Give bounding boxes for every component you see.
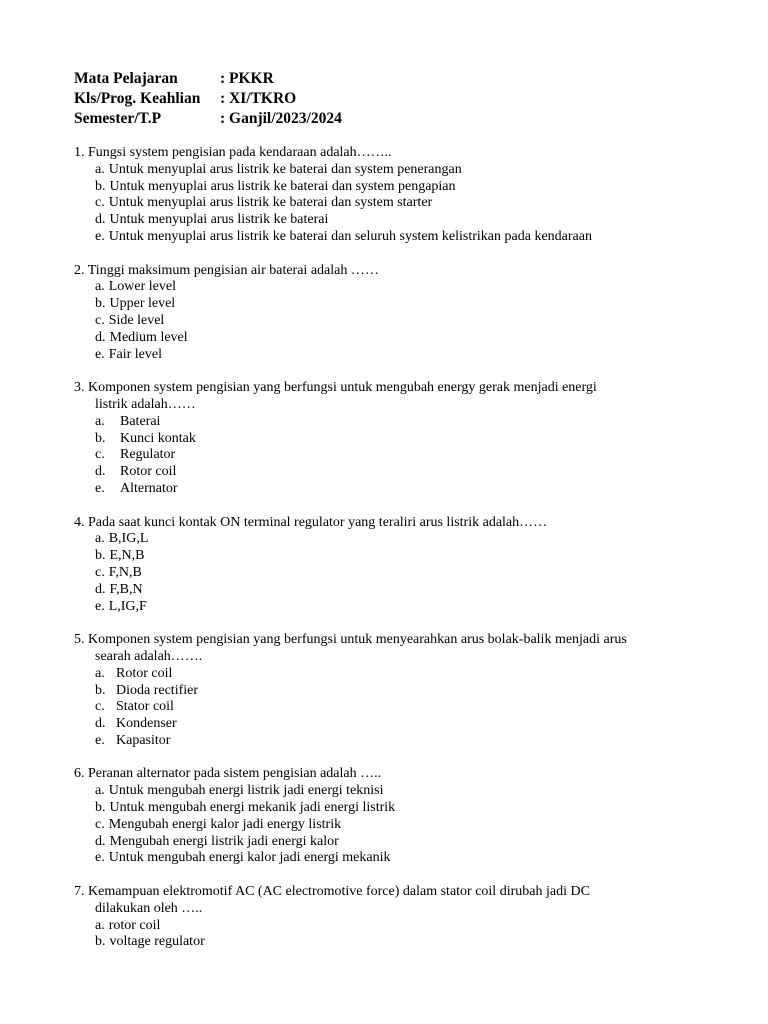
question-2 xyxy=(74,263,734,364)
option-item xyxy=(95,918,734,935)
header-value: : XI/TKRO xyxy=(220,90,297,107)
question-text-continued: searah adalah……. xyxy=(95,648,203,664)
question-number: 1. xyxy=(74,145,85,160)
option-text: Baterai xyxy=(120,413,161,429)
option-item xyxy=(95,347,734,364)
option-text: voltage regulator xyxy=(109,934,205,950)
option-item xyxy=(95,195,734,212)
header-key: Kls/Prog. Keahlian xyxy=(74,90,201,107)
option-letter: d. xyxy=(95,329,106,345)
question-text xyxy=(74,380,734,397)
option-text: B,IG,L xyxy=(108,531,149,547)
option-letter: e. xyxy=(95,732,105,748)
option-text: Fair level xyxy=(108,346,162,362)
question-text xyxy=(74,766,734,783)
option-text: Lower level xyxy=(108,279,176,295)
option-item xyxy=(95,716,734,733)
option-text: Untuk mengubah energi kalor jadi energi mekanik xyxy=(108,850,391,866)
option-letter: d. xyxy=(95,212,106,228)
option-item xyxy=(95,531,734,548)
option-text: Dioda rectifier xyxy=(116,682,199,698)
option-letter: a. xyxy=(95,279,105,295)
option-letter: e. xyxy=(95,346,105,362)
option-item xyxy=(95,699,734,716)
option-text: L,IG,F xyxy=(108,598,147,614)
question-stem: Kemampuan elektromotif AC (AC electromotive force) dalam stator coil dirubah jadi DC xyxy=(88,884,590,900)
option-letter: d. xyxy=(95,716,106,732)
option-list xyxy=(74,666,734,750)
question-list xyxy=(74,145,734,968)
option-list xyxy=(74,783,734,867)
option-item xyxy=(95,666,734,683)
option-text: Untuk mengubah energi listrik jadi energi teknisi xyxy=(108,783,384,799)
option-item xyxy=(95,934,734,951)
option-text: E,N,B xyxy=(109,548,145,564)
question-6 xyxy=(74,766,734,867)
option-letter: c. xyxy=(95,195,105,211)
option-item xyxy=(95,330,734,347)
header-value: : PKKR xyxy=(220,70,274,87)
option-letter: a. xyxy=(95,917,105,933)
option-letter: b. xyxy=(95,296,106,312)
option-text: Rotor coil xyxy=(120,464,177,480)
header-row-subject xyxy=(74,69,342,89)
question-number: 7. xyxy=(74,884,85,900)
option-text: Mengubah energi listrik jadi energi kalor xyxy=(109,833,339,849)
question-number: 2. xyxy=(74,262,85,278)
option-letter: d. xyxy=(95,464,106,480)
question-text xyxy=(74,263,734,280)
option-text: Untuk menyuplai arus listrik ke baterai dan system starter xyxy=(108,195,433,211)
option-letter: e. xyxy=(95,598,105,614)
option-letter: e. xyxy=(95,850,105,866)
header-row-semester xyxy=(74,109,342,129)
option-item xyxy=(95,431,734,448)
option-text: Kondenser xyxy=(116,716,177,732)
option-item xyxy=(95,733,734,750)
option-text: Kapasitor xyxy=(116,732,171,748)
question-4 xyxy=(74,515,734,616)
option-text: Upper level xyxy=(109,296,176,312)
document-header xyxy=(74,69,342,129)
option-item xyxy=(95,548,734,565)
question-stem: Pada saat kunci kontak ON terminal regulator yang teraliri arus listrik adalah…… xyxy=(88,514,548,530)
option-letter: c. xyxy=(95,312,105,328)
question-number: 5. xyxy=(74,632,85,648)
option-letter: c. xyxy=(95,447,105,463)
option-item xyxy=(95,212,734,229)
option-text: Kunci kontak xyxy=(120,430,196,446)
option-text: Untuk menyuplai arus listrik ke baterai dan seluruh system kelistrikan pada kendaraan xyxy=(108,228,592,244)
option-letter: c. xyxy=(95,699,105,715)
option-item xyxy=(95,800,734,817)
option-letter: d. xyxy=(95,581,106,597)
option-item xyxy=(95,834,734,851)
option-text: Regulator xyxy=(120,447,176,463)
option-letter: b. xyxy=(95,430,106,446)
option-list xyxy=(74,162,734,246)
option-item xyxy=(95,599,734,616)
question-stem: Komponen system pengisian yang berfungsi untuk mengubah energy gerak menjadi energi xyxy=(88,380,597,396)
option-text: F,B,N xyxy=(109,581,143,597)
question-stem: Komponen system pengisian yang berfungsi untuk menyearahkan arus bolak-balik menjadi arus xyxy=(88,632,627,648)
option-text: rotor coil xyxy=(108,917,161,933)
option-item xyxy=(95,414,734,431)
option-item xyxy=(95,850,734,867)
option-item xyxy=(95,229,734,246)
header-row-class xyxy=(74,89,342,109)
option-letter: b. xyxy=(95,682,106,698)
option-letter: e. xyxy=(95,480,105,496)
question-text-continued: dilakukan oleh ….. xyxy=(95,900,203,916)
option-item xyxy=(95,464,734,481)
option-letter: a. xyxy=(95,665,105,681)
option-item xyxy=(95,817,734,834)
question-number: 4. xyxy=(74,514,85,530)
option-list xyxy=(74,414,734,498)
option-text: Mengubah energi kalor jadi energy listrik xyxy=(108,816,342,832)
option-item xyxy=(95,313,734,330)
question-7 xyxy=(74,884,734,951)
option-text: Stator coil xyxy=(116,699,174,715)
header-value: : Ganjil/2023/2024 xyxy=(220,110,342,127)
option-text: Untuk mengubah energi mekanik jadi energi listrik xyxy=(109,800,396,816)
option-item xyxy=(95,683,734,700)
question-stem: Tinggi maksimum pengisian air baterai adalah …… xyxy=(87,262,379,278)
option-text: Alternator xyxy=(120,480,178,496)
option-item xyxy=(95,179,734,196)
option-letter: a. xyxy=(95,531,105,547)
option-item xyxy=(95,783,734,800)
header-key: Semester/T.P xyxy=(74,110,162,127)
option-item xyxy=(95,582,734,599)
option-letter: b. xyxy=(95,178,106,194)
question-number: 3. xyxy=(74,380,85,396)
option-text: Side level xyxy=(108,312,165,328)
question-text xyxy=(74,145,734,162)
question-5 xyxy=(74,632,734,750)
question-text-continued: listrik adalah…… xyxy=(95,396,196,412)
option-text: F,N,B xyxy=(108,564,142,580)
question-stem: Fungsi system pengisian pada kendaraan adalah…….. xyxy=(88,145,392,160)
option-letter: b. xyxy=(95,800,106,816)
option-letter: b. xyxy=(95,934,106,950)
option-item xyxy=(95,162,734,179)
option-item xyxy=(95,481,734,498)
header-key: Mata Pelajaran xyxy=(74,70,178,87)
option-letter: c. xyxy=(95,816,105,832)
question-stem: Peranan alternator pada sistem pengisian adalah ….. xyxy=(88,766,382,782)
option-item xyxy=(95,447,734,464)
option-list xyxy=(74,531,734,615)
option-letter: a. xyxy=(95,783,105,799)
option-text: Untuk menyuplai arus listrik ke baterai dan system penerangan xyxy=(108,161,462,177)
option-text: Rotor coil xyxy=(116,665,173,681)
option-item xyxy=(95,279,734,296)
question-number: 6. xyxy=(74,766,85,782)
question-text xyxy=(74,884,734,901)
option-list xyxy=(74,279,734,363)
option-letter: a. xyxy=(95,161,105,177)
option-letter: e. xyxy=(95,228,105,244)
option-item xyxy=(95,565,734,582)
option-text: Medium level xyxy=(109,329,188,345)
question-1 xyxy=(74,145,734,246)
option-text: Untuk menyuplai arus listrik ke baterai dan system pengapian xyxy=(109,178,456,194)
option-list xyxy=(74,918,734,952)
question-text xyxy=(74,515,734,532)
option-letter: c. xyxy=(95,564,105,580)
option-text: Untuk menyuplai arus listrik ke baterai xyxy=(109,212,329,228)
option-letter: a. xyxy=(95,413,105,429)
option-letter: d. xyxy=(95,833,106,849)
option-item xyxy=(95,296,734,313)
question-3 xyxy=(74,380,734,498)
question-text xyxy=(74,632,734,649)
option-letter: b. xyxy=(95,548,106,564)
